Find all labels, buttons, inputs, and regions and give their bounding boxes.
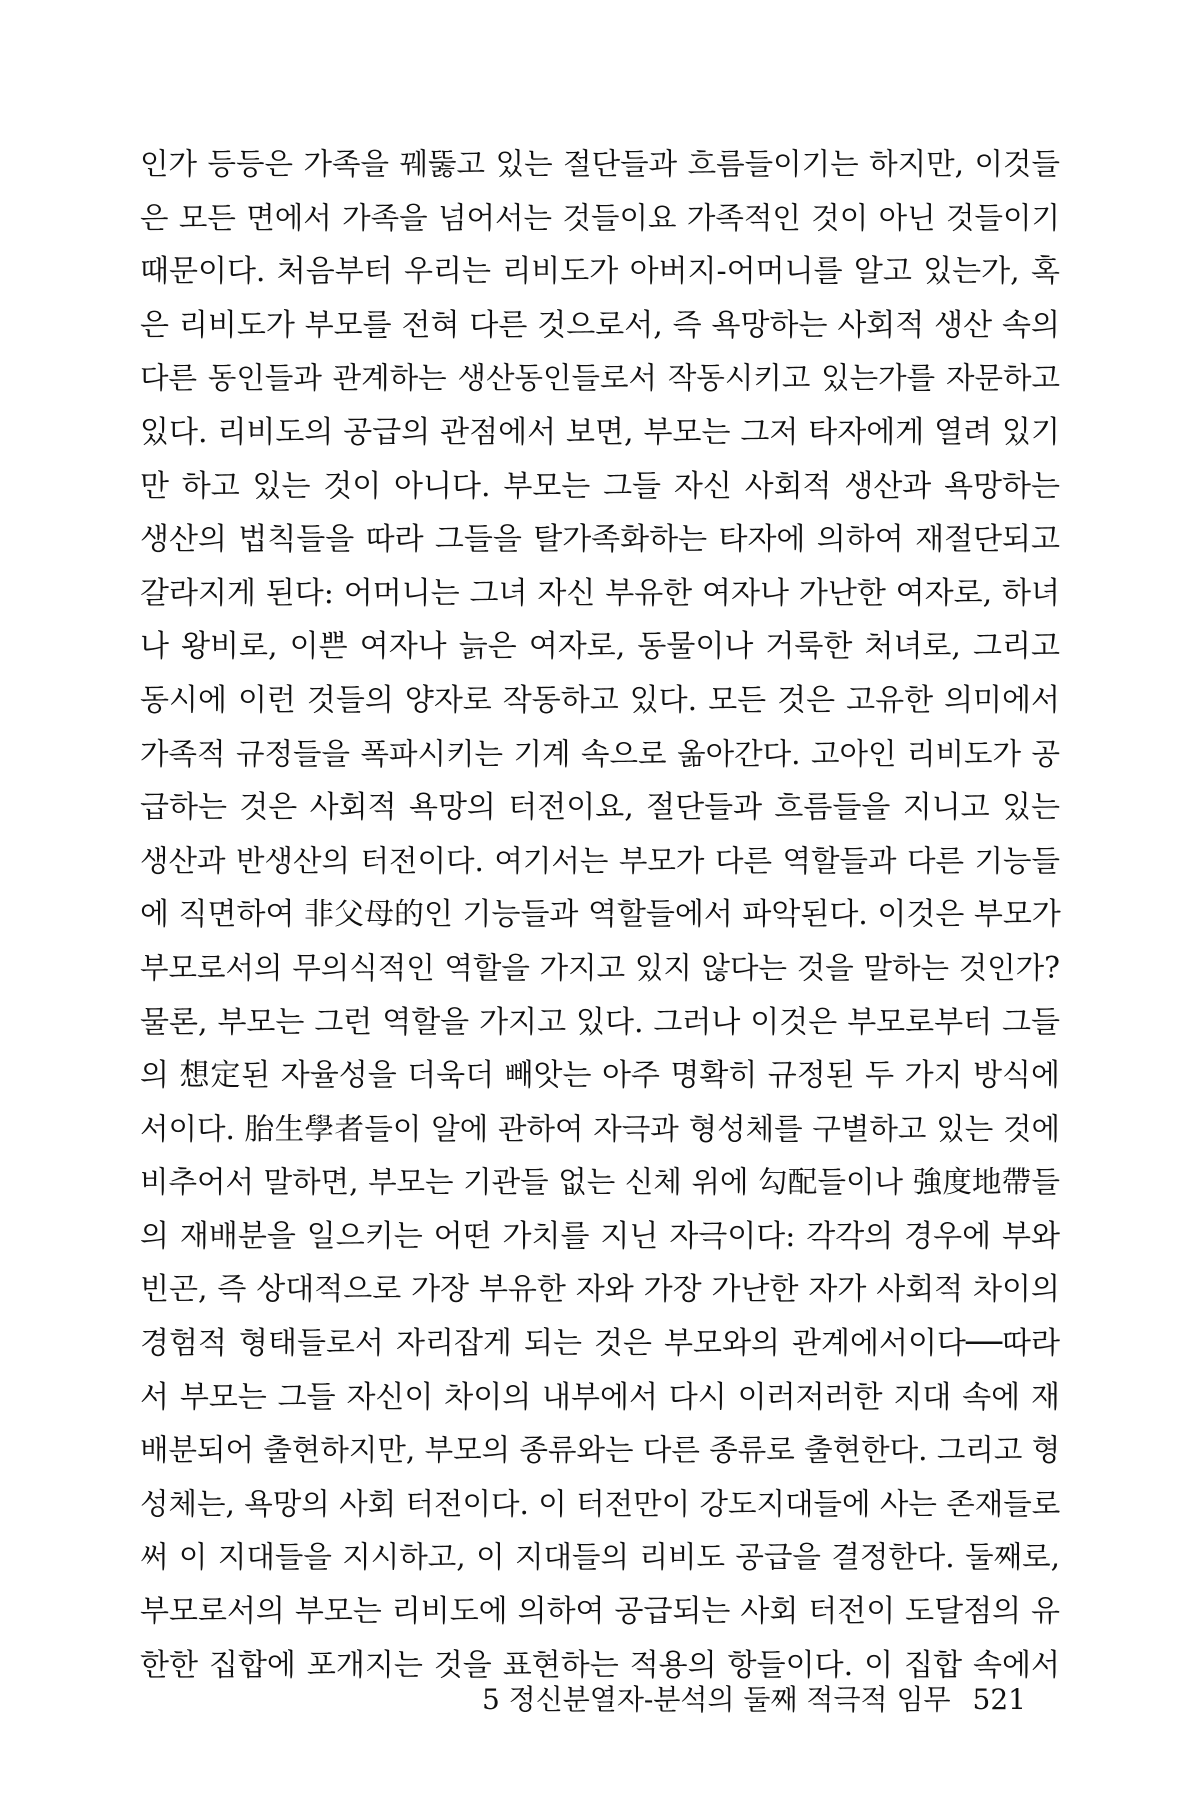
text-line: 나 왕비로, 이쁜 여자나 늙은 여자로, 동물이나 거룩한 처녀로, 그리고 [140,629,1060,665]
text-line: 부모로서의 무의식적인 역할을 가지고 있지 않다는 것을 말하는 것인가? [140,950,1060,985]
text-line: 빈곤, 즉 상대적으로 가장 부유한 자와 가장 가난한 자가 사회적 차이의 [140,1272,1060,1308]
text-line: 서 부모는 그들 자신이 차이의 내부에서 다시 이러저러한 지대 속에 재 [140,1379,1060,1415]
text-line: 생산과 반생산의 터전이다. 여기서는 부모가 다른 역할들과 다른 기능들 [140,843,1060,878]
text-line: 의 재배분을 일으키는 어떤 가치를 지닌 자극이다: 각각의 경우에 부와 [140,1218,1060,1254]
body-text [140,138,1060,1692]
text-line: 가족적 규정들을 폭파시키는 기계 속으로 옮아간다. 고아인 리비도가 공 [140,736,1060,771]
text-line: 써 이 지대들을 지시하고, 이 지대들의 리비도 공급을 결정한다. 둘째로, [140,1540,1060,1575]
running-footer [140,1680,1026,1720]
text-line: 경험적 형태들로서 자리잡게 되는 것은 부모와의 관계에서이다──따라 [140,1326,1060,1362]
text-line: 있다. 리비도의 공급의 관점에서 보면, 부모는 그저 타자에게 열려 있기 [140,414,1060,450]
text-line: 만 하고 있는 것이 아니다. 부모는 그들 자신 사회적 생산과 욕망하는 [140,468,1060,504]
text-line: 물론, 부모는 그런 역할을 가지고 있다. 그러나 이것은 부모로부터 그들 [140,1004,1060,1040]
text-line: 서이다. 胎生學者들이 알에 관하여 자극과 형성체를 구별하고 있는 것에 [140,1111,1060,1146]
text-line: 성체는, 욕망의 사회 터전이다. 이 터전만이 강도지대들에 사는 존재들로 [140,1486,1061,1521]
text-line: 다른 동인들과 관계하는 생산동인들로서 작동시키고 있는가를 자문하고 [140,361,1060,396]
text-line: 동시에 이런 것들의 양자로 작동하고 있다. 모든 것은 고유한 의미에서 [140,682,1060,718]
text-line: 에 직면하여 非父母的인 기능들과 역할들에서 파악된다. 이것은 부모가 [140,897,1061,933]
text-line: 배분되어 출현하지만, 부모의 종류와는 다른 종류로 출현한다. 그리고 형 [140,1433,1061,1468]
text-line: 비추어서 말하면, 부모는 기관들 없는 신체 위에 勾配들이나 強度地帶들 [140,1165,1060,1200]
chapter-title: 5 정신분열자-분석의 둘째 적극적 임무 [481,1683,951,1716]
text-line: 의 想定된 자율성을 더욱더 빼앗는 아주 명확히 규정된 두 가지 방식에 [140,1058,1060,1094]
text-line: 부모로서의 부모는 리비도에 의하여 공급되는 사회 터전이 도달점의 유 [140,1594,1060,1630]
text-line: 은 리비도가 부모를 전혀 다른 것으로서, 즉 욕망하는 사회적 생산 속의 [140,307,1060,343]
text-line: 한한 집합에 포개지는 것을 표현하는 적용의 항들이다. 이 집합 속에서 [140,1647,1060,1683]
page-number: 521 [972,1683,1026,1716]
text-line: 생산의 법칙들을 따라 그들을 탈가족화하는 타자에 의하여 재절단되고 [140,522,1060,558]
text-line: 인가 등등은 가족을 꿰뚫고 있는 절단들과 흐름들이기는 하지만, 이것들 [140,147,1060,181]
text-line: 때문이다. 처음부터 우리는 리비도가 아버지-어머니를 알고 있는가, 혹 [140,254,1060,290]
text-line: 갈라지게 된다: 어머니는 그녀 자신 부유한 여자나 가난한 여자로, 하녀 [140,575,1060,611]
text-line: 은 모든 면에서 가족을 넘어서는 것들이요 가족적인 것이 아닌 것들이기 [140,200,1060,235]
text-line: 급하는 것은 사회적 욕망의 터전이요, 절단들과 흐름들을 지니고 있는 [140,790,1060,826]
